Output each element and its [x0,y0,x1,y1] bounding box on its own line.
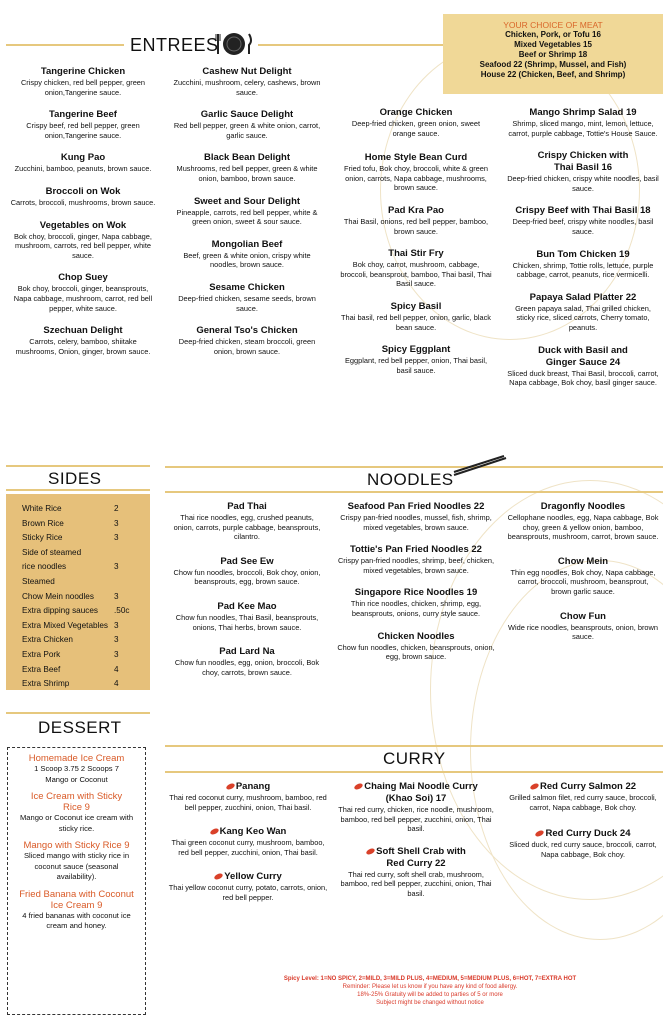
curry-name-row [505,781,661,793]
side-name: White Rice [22,504,62,513]
side-name: Extra dipping sauces [22,606,99,616]
item-desc: Chow fun noodles, Thai Basil, beansprouts, onions, Thai herbs, brown sauce. [175,612,319,632]
item-desc: Thai red curry, soft shell crab, mushroom, bamboo, red bell pepper, zucchini, onion, Thai basil. [340,869,492,898]
plate-utensils-icon [214,31,254,57]
item-name: Garlic Sauce Delight [200,109,294,121]
spicy-level-note: Spicy Level: 1=NO SPICY, 2=MILD, 3=MILD PLUS, 4=MEDIUM, 5=MEDIUM PLUS, 6=HOT, 7=EXTRA HOT [283,976,577,982]
divider [6,489,150,491]
entrees-col-1 [8,66,158,366]
item-desc: Crispy pan-fried noodles, shrimp, beef, chicken, mixed vegetables, brown sauce. [337,556,495,575]
item-name: Papaya Salad Platter 22 [529,291,637,303]
side-price: 3 [114,649,119,659]
item-desc: Wide rice noodles, beansprouts, onion, brown sauce. [508,622,658,642]
subject-change-note: Subject might be changed without notice [376,1000,484,1006]
item-name: Orange Chicken [379,107,453,118]
side-price [114,546,138,561]
entrees-col-2 [172,66,322,366]
item-desc: Chicken, shrimp, Tottie rolls, lettuce, purple cabbage, carrot, peanuts, rice vermicelli. [512,260,654,280]
side-price: 3 [114,518,119,528]
side-price: 3 [114,620,119,630]
meat-choice-line: House 22 (Chicken, Beef, and Shrimp) [480,70,626,79]
curry-name-row [168,826,328,838]
side-row [22,560,138,575]
item-name: General Tso's Chicken [196,325,298,337]
divider [165,745,663,747]
item-name: Kung Pao [60,152,106,164]
item-desc: Chow fun noodles, broccoli, Bok choy, onion, beansprouts, egg, brown sauce. [173,567,321,587]
divider [6,712,150,714]
item-name: Broccoli on Wok [45,185,121,197]
item-name: Chicken Noodles [377,630,455,642]
divider [6,465,150,467]
item-name: Crispy Chicken with Thai Basil 16 [537,150,629,174]
item-name: Red Curry Salmon 22 [539,781,637,792]
item-desc: Carrots, broccoli, mushrooms, brown sauce. [10,197,156,207]
item-desc: Chow fun noodles, chicken, beansprouts, onion, egg, brown sauce. [337,642,495,662]
item-name: Pad Kee Mao [217,600,277,612]
sides-title: SIDES [48,469,102,488]
curry-name-row [168,871,328,883]
chili-icon [214,873,224,881]
item-name: Duck with Basil and Ginger Sauce 24 [538,344,628,368]
side-row [22,531,138,546]
side-name: Extra Beef [22,664,61,674]
item-name: Thai Stir Fry [388,248,444,260]
side-row [22,677,138,692]
side-name: rice noodles [22,562,67,572]
meat-choice-heading: YOUR CHOICE OF MEAT [503,20,603,30]
footer-notes [180,975,663,1007]
item-desc: Deep-fried chicken, green onion, sweet orange sauce. [351,119,481,138]
item-name: Dragonfly Noodles [540,501,626,512]
item-desc: Eggplant, red bell pepper, onion, Thai basil, basil sauce. [344,356,488,375]
item-desc: Pineapple, carrots, red bell pepper, white & green onion, sweet & sour sauce. [176,207,318,227]
side-row [22,590,138,605]
item-name: Pad Thai [227,501,267,512]
chili-icon [365,847,375,855]
side-row [22,604,138,619]
item-name: Red Curry Duck 24 [545,828,631,840]
chili-icon [209,828,219,836]
entrees-col-3 [340,107,492,385]
dessert-desc: Sliced mango with sticky rice in coconut sauce (seasonal availability). [23,851,130,881]
item-name: Spicy Basil [390,300,442,312]
item-name: Pad Lard Na [219,646,275,658]
divider [165,466,663,468]
sides-box [6,494,150,690]
item-name: Sesame Chicken [209,281,285,293]
side-row [22,575,138,590]
dessert-desc: Mango or Coconut ice cream with sticky rice. [19,813,134,833]
side-row [22,517,138,532]
item-desc: Thai basil, red bell pepper, onion, garlic, black bean sauce. [341,312,491,332]
item-name: Chop Suey [58,272,108,284]
side-price: 4 [114,679,119,689]
item-name: Pad See Ew [220,555,274,567]
chili-icon [225,782,235,790]
meat-choice-line: Mixed Vegetables 15 [514,40,592,49]
noodles-col-1 [172,501,322,687]
divider [165,771,663,773]
noodles-title: NOODLES [367,470,454,489]
side-name: Brown Rice [22,518,64,528]
entrees-col-4 [507,107,659,398]
item-name: Mango Shrimp Salad 19 [529,107,637,118]
side-name: Extra Mixed Vegetables [22,620,109,630]
chopsticks-icon [452,455,508,477]
meat-choice-box [443,14,663,94]
item-desc: Red bell pepper, green & white onion, carrot, garlic sauce. [173,121,321,140]
curry-col-3 [505,781,661,869]
item-name: Pad Kra Pao [388,204,444,216]
item-name: Szechuan Delight [43,325,123,337]
item-desc: Thai Basil, onions, red bell pepper, bamboo, brown sauce. [343,216,489,236]
meat-choice-line: Chicken, Pork, or Tofu 16 [505,30,601,39]
item-desc: Crispy chicken, red bell pepper, green onion,Tangerine sauce. [20,78,146,97]
item-name: Kang Keo Wan [219,826,287,838]
side-name: Extra Chicken [22,635,73,645]
chili-icon [529,782,539,790]
side-name: Chow Mein noodles [22,591,94,601]
dessert-title: DESSERT [38,718,122,737]
item-desc: Thin egg noodles, Bok choy, Napa cabbage, carrot, broccoli, mushroom, beansprout, brown garlic sauce. [510,567,656,596]
gratuity-note: 18%-25% Gratuity will be added to parties of 5 or more [357,992,503,998]
divider [165,491,663,493]
noodles-col-2 [336,501,496,672]
item-name: Singapore Rice Noodles 19 [354,587,478,599]
side-name: Extra Pork [22,649,61,659]
item-desc: Shrimp, sliced mango, mint, lemon, lettuce, carrot, purple cabbage, Tottie's House Sauce. [508,119,658,138]
side-price [114,575,138,590]
curry-col-2 [336,781,496,909]
item-desc: Mushrooms, red bell pepper, green & white onion, bamboo, brown sauce. [176,164,318,183]
side-row [22,663,138,678]
side-price: .50c [114,606,130,616]
dessert-box [7,747,146,1015]
meat-choice-line: Seafood 22 (Shrimp, Mussel, and Fish) [479,60,627,69]
side-row [22,619,138,634]
item-desc: Thin rice noodles, chicken, shrimp, egg, beansprouts, onions, curry style sauce. [350,599,482,618]
item-desc: Bok choy, broccoli, ginger, beansprouts, Napa cabbage, mushroom, carrot, red bell pepper, white sauce. [13,284,153,313]
item-name: Chow Fun [560,610,606,622]
item-name: Panang [235,781,271,792]
noodles-col-3 [507,501,659,652]
side-price: 3 [114,533,119,543]
item-desc: Sliced duck, red curry sauce, broccoli, carrot, Napa cabbage, Bok choy. [509,840,657,859]
side-price: 3 [114,591,119,601]
item-name: Chow Mein [557,555,609,567]
item-desc: Thai green coconut curry, mushroom, bamboo, red bell pepper, zucchini, onion, Thai basil. [171,838,325,857]
item-name: Cashew Nut Delight [202,66,292,77]
item-desc: Crispy beef, red bell pepper, green onion,Tangerine sauce. [26,121,140,140]
item-desc: Fried tofu, Bok choy, broccoli, white & green onion, carrots, Napa cabbage, mushrooms, brown sauce. [343,164,489,193]
item-name: Crispy Beef with Thai Basil 18 [515,205,651,217]
item-name: Bun Tom Chicken 19 [536,248,630,260]
item-desc: Carrots, celery, bamboo, shiitake mushrooms, Onion, ginger, brown sauce. [15,337,151,356]
dessert-desc: 4 fried bananas with coconut ice cream and honey. [22,910,131,930]
item-desc: Sliced duck breast, Thai Basil, broccoli, carrot, Napa cabbage, Bok choy, basil ginger sauce. [507,368,659,388]
item-desc: Bok choy, carrot, mushroom, cabbage, broccoli, beansprout, bamboo, Thai basil, Thai Basil sauce. [340,260,492,289]
item-desc: Thai red coconut curry, mushroom, bamboo, red bell pepper, zucchini, onion, Thai basil. [169,793,327,812]
curry-name-row [168,781,328,793]
allergy-reminder: Reminder: Please let us know if you have any kind of food allergy. [342,984,518,990]
item-name: Tangerine Beef [49,109,117,121]
side-price: 3 [114,635,119,645]
item-name: Home Style Bean Curd [364,152,468,164]
side-name: Steamed [22,576,55,586]
dessert-name: Homemade Ice Cream [28,753,125,764]
item-name: Mongolian Beef [211,238,283,250]
item-desc: Deep-fried chicken, sesame seeds, brown sauce. [178,293,316,313]
side-price: 2 [114,504,119,513]
item-name: Seafood Pan Fried Noodles 22 [347,501,485,512]
item-desc: Beef, green & white onion, crispy white noodles, brown sauce. [183,250,311,270]
side-name: Extra Shrimp [22,679,70,689]
item-desc: Chow fun noodles, egg, onion, broccoli, Bok choy, carrots, brown sauce. [174,658,320,677]
meat-choice-line: Beef or Shrimp 18 [518,50,588,59]
item-name: Tottie's Pan Fried Noodles 22 [350,544,482,556]
item-desc: Bok choy, broccoli, ginger, Napa cabbage, mushroom, carrots, red bell pepper, white sauce. [14,231,152,260]
side-row [22,633,138,648]
item-name: Chaing Mai Noodle Curry (Khao Soi) 17 [364,781,478,804]
dessert-name: Ice Cream with Sticky Rice 9 [30,791,123,813]
item-desc: Thai red curry, chicken, rice noodle, mushroom, bamboo, red bell pepper, zucchini, onion, Thai basil. [338,805,494,834]
item-desc: Deep-fried chicken, steam broccoli, green onion, brown sauce. [178,337,316,356]
item-desc: Grilled salmon filet, red curry sauce, broccoli, carrot, Napa cabbage, Bok choy. [509,793,657,812]
side-row [22,502,138,517]
chili-icon [535,830,545,838]
item-name: Spicy Eggplant [381,344,451,356]
item-desc: Thai rice noodles, egg, crushed peanuts, onion, carrots, purple cabbage, beansprouts, cilantro. [173,513,321,542]
dessert-desc: 1 Scoop 3.75 2 Scoops 7 Mango or Coconut [34,764,119,784]
item-desc: Deep-fried chicken, crispy white noodles, basil sauce. [507,174,659,193]
entrees-title: ENTREES [130,35,219,55]
item-name: Black Bean Delight [203,152,291,164]
item-name: Soft Shell Crab with Red Curry 22 [376,845,466,869]
item-desc: Crispy pan-fried noodles, mussel, fish, shrimp, mixed vegetables, brown sauce. [340,513,492,532]
item-name: Sweet and Sour Delight [193,195,301,207]
item-name: Vegetables on Wok [39,219,127,231]
divider [6,44,124,46]
side-name: Sticky Rice [22,533,63,543]
side-row [22,546,138,561]
side-price: 3 [114,562,119,572]
curry-name-row [336,846,496,870]
item-desc: Deep-fried beef, crispy white noodles, basil sauce. [512,217,654,236]
item-desc: Zucchini, mushroom, celery, cashews, brown sauce. [173,78,321,97]
curry-name-row [336,781,496,805]
curry-title: CURRY [383,749,446,768]
dessert-name: Fried Banana with Coconut Ice Cream 9 [19,888,134,911]
side-price: 4 [114,664,119,674]
dessert-name: Mango with Sticky Rice 9 [23,840,130,851]
chili-icon [354,782,364,790]
curry-col-1 [168,781,328,913]
item-name: Yellow Curry [224,871,282,883]
side-name: Side of steamed [22,547,82,557]
item-desc: Green papaya salad, Thai grilled chicken, sticky rice, sliced carrots, Cherry tomato, peanuts. [515,303,651,332]
side-row [22,648,138,663]
item-desc: Cellophane noodles, egg, Napa cabbage, Bok choy, green & yellow onion, bamboo, beansprouts, mushroom, carrot, brown sauce. [507,513,659,542]
curry-name-row [505,828,661,840]
item-desc: Zucchini, bamboo, peanuts, brown sauce. [14,164,152,174]
item-desc: Thai yellow coconut curry, potato, carrots, onion, red bell pepper. [168,883,328,902]
divider [258,44,443,46]
item-name: Tangerine Chicken [40,66,126,77]
